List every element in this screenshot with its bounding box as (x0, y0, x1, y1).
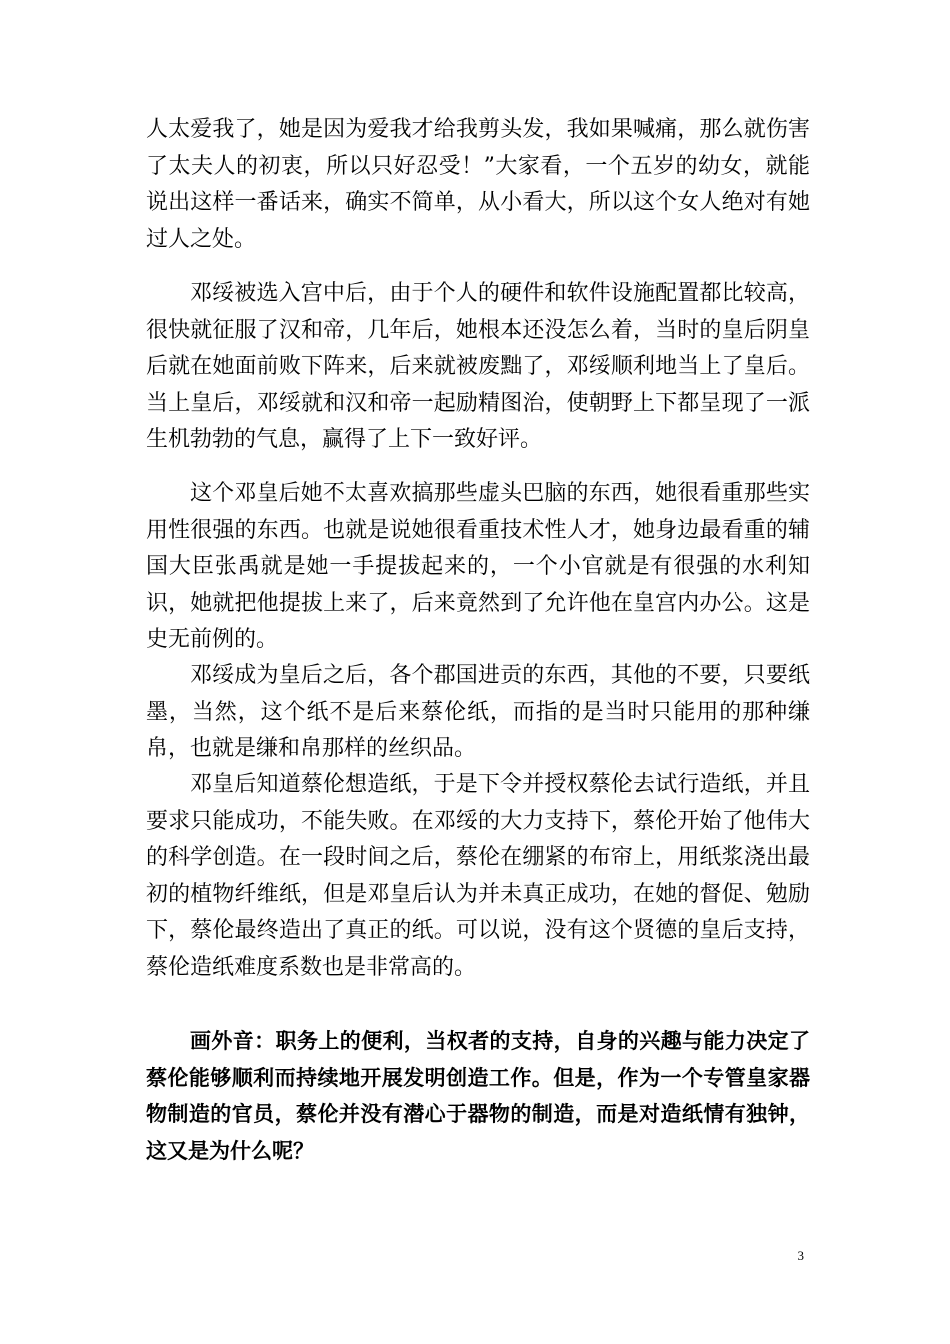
paragraph-continuation: 人太爱我了，她是因为爱我才给我剪头发，我如果喊痛，那么就伤害了太夫人的初衷，所以只好忍受！”大家看，一个五岁的幼女，就能说出这样一番话来，确实不简单，从小看大，所以这个女人绝对有她过人之处。 (146, 117, 810, 252)
page-number: 3 (797, 1248, 804, 1263)
paragraph-deng-sui-becomes-empress: 邓绥被选入宫中后，由于个人的硬件和软件设施配置都比较高，很快就征服了汉和帝，几年后，她根本还没怎么着，当时的皇后阴皇后就在她面前败下阵来，后来就被废黜了，邓绥顺利地当上了皇后。当上皇后，邓绥就和汉和帝一起励精图治，使朝野上下都呈现了一派生机勃勃的气息，赢得了上下一致好评。 (146, 281, 810, 452)
paragraph-paper-and-ink-tribute: 邓绥成为皇后之后，各个郡国进贡的东西，其他的不要，只要纸墨，当然，这个纸不是后来蔡伦纸，而指的是当时只能用的那种缣帛，也就是缣和帛那样的丝织品。 (146, 663, 810, 761)
paragraph-empress-values-talent: 这个邓皇后她不太喜欢搞那些虚头巴脑的东西，她很看重那些实用性很强的东西。也就是说她很看重技术性人才，她身边最看重的辅国大臣张禹就是她一手提拔起来的，一个小官就是有很强的水利知识，她就把他提拔上来了，后来竟然到了允许他在皇宫内办公。这是史无前例的。 (146, 481, 810, 652)
paragraph-voiceover: 画外音：职务上的便利，当权者的支持，自身的兴趣与能力决定了蔡伦能够顺利而持续地开展发明创造工作。但是，作为一个专管皇家器物制造的官员，蔡伦并没有潜心于器物的制造，而是对造纸情有独钟，这又是为什么呢？ (146, 1029, 810, 1163)
paragraph-cai-lun-papermaking: 邓皇后知道蔡伦想造纸，于是下令并授权蔡伦去试行造纸，并且要求只能成功，不能失败。在邓绥的大力支持下，蔡伦开始了他伟大的科学创造。在一段时间之后，蔡伦在绷紧的布帘上，用纸浆浇出最初的植物纤维纸，但是邓皇后认为并未真正成功，在她的督促、勉励下，蔡伦最终造出了真正的纸。可以说，没有这个贤德的皇后支持，蔡伦造纸难度系数也是非常高的。 (146, 772, 810, 980)
